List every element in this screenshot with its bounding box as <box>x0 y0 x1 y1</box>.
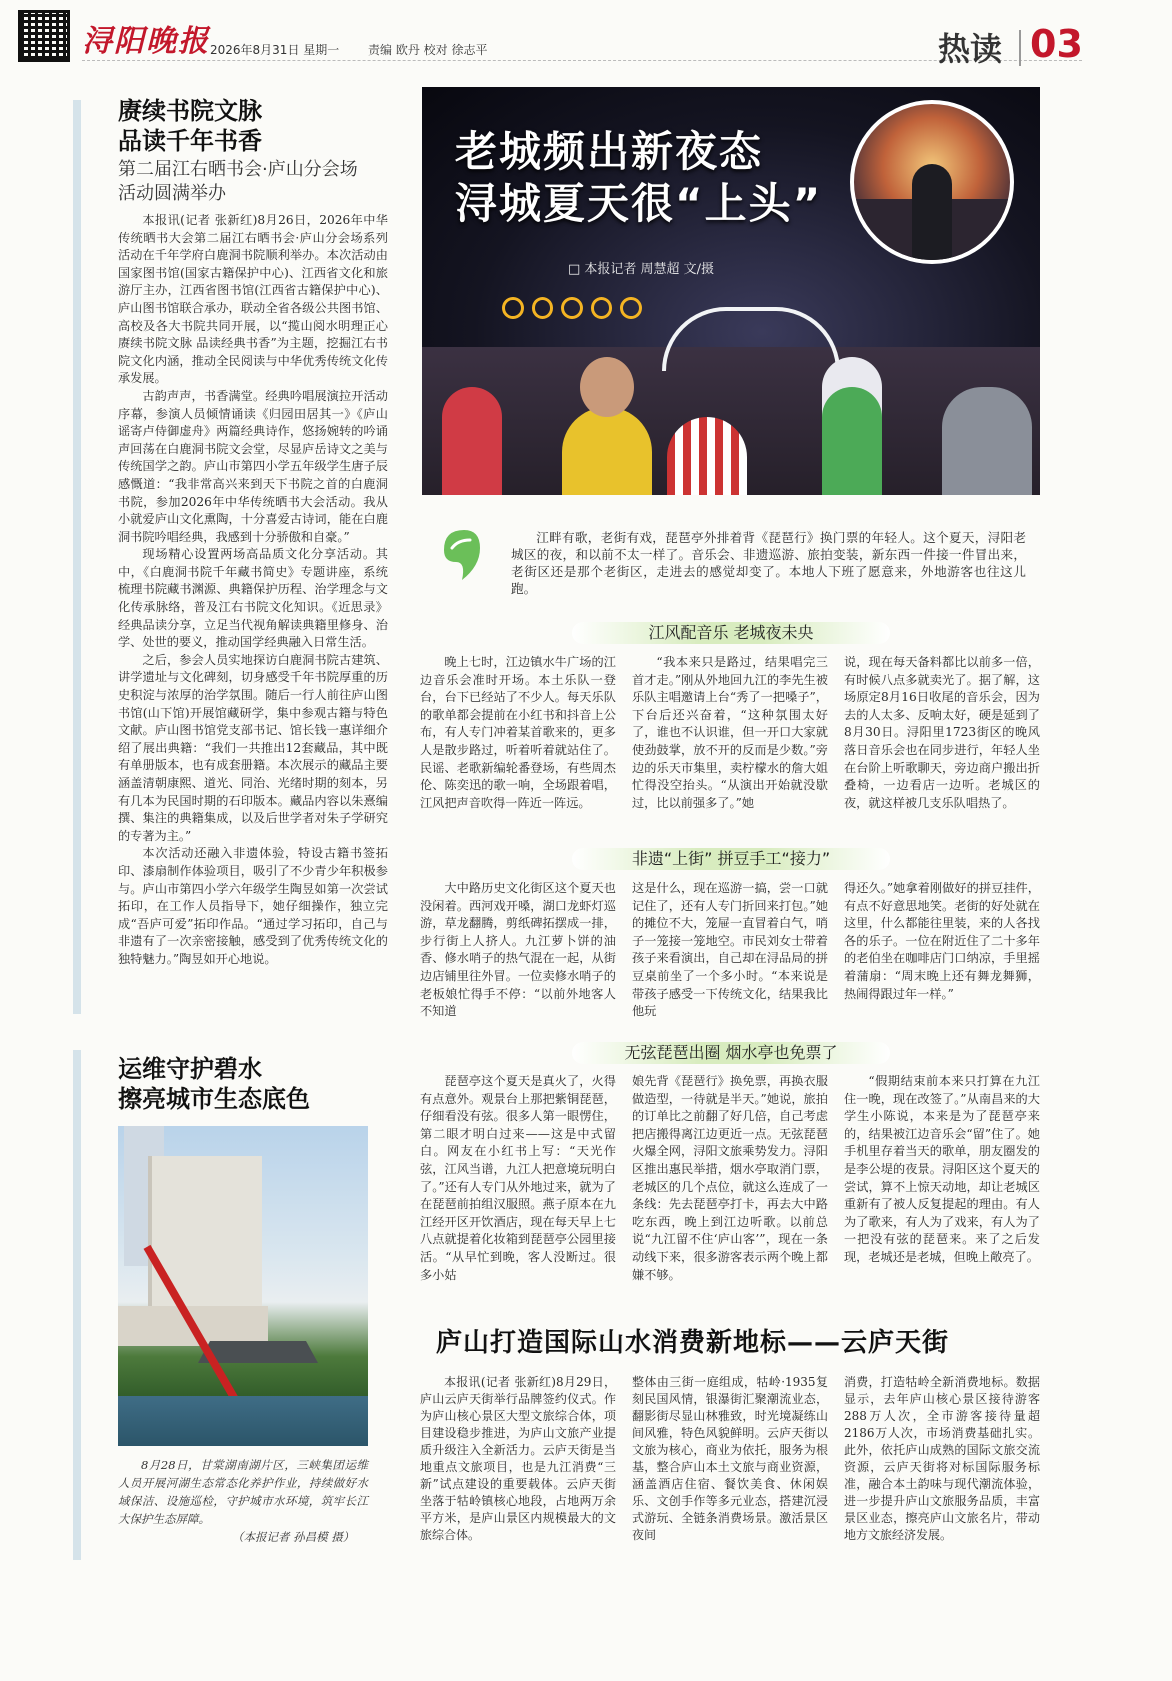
left-column-strip <box>73 100 81 1014</box>
section-column: 说，现在每天备料都比以前多一倍，有时候八点多就卖光了。据了解，这场原定8月16日收尾的音乐会，因为去的人太多、反响太好，硬是延到了8月30日。浔阳里1723街区的晚风落日音乐会也在同步进行，年轻人坐在台阶上听歌聊天，旁边商户搬出折叠椅，一边看店一边听。老城区的夜，就这样被几支乐队唱热了。 <box>844 655 1040 810</box>
section-column: 得还久。”她拿着刚做好的拼豆挂件，有点不好意思地笑。老街的好处就在这里，什么都能往里装，来的人各找各的乐子。一位在附近住了二十多年的老伯坐在咖啡店门口纳凉，手里摇着蒲扇：“周末晚上还有舞龙舞狮，热闹得跟过年一样。” <box>844 881 1040 1001</box>
section-column: “假期结束前本来只打算在九江住一晚，现在改签了。”从南昌来的大学生小陈说，本来是为了琵琶亭来的，结果被江边音乐会“留”住了。她手机里存着当天的歌单，朋友圈发的是李公堤的夜景。浔阳区这个夏天的尝试，算不上惊天动地，却让老城区重新有了被人反复提起的理由。有人为了歌来，有人为了戏来，有人为了一把没有弦的琵琶来。来了之后发现，老城还是老城，但晚上敞亮了。 <box>844 1074 1040 1264</box>
lantern-row <box>502 297 642 319</box>
section-music-body <box>420 654 1044 812</box>
editor-credits: 责编 欧丹 校对 徐志平 <box>368 43 488 57</box>
left-paragraph: 本次活动还融入非遗体验，特设古籍书签拓印、漆扇制作体验项目，吸引了不少青少年积极参与。庐山市第四小学六年级学生陶昱如第一次尝试拓印，在工作人员指导下，她仔细操作，独立完成“吾庐可爱”拓印作品。“通过学习拓印，自己与非遗有了一次亲密接触，感受到了优秀传统文化的独特魅力。”陶昱如开心地说。 <box>118 846 388 966</box>
lake-photo <box>118 1126 368 1446</box>
striped-shirt <box>667 417 747 495</box>
header-divider <box>82 60 1082 62</box>
photo-story-title-1: 运维守护碧水 <box>118 1055 262 1083</box>
section-column: 这是什么，现在巡游一搞，尝一口就记住了，还有人专门折回来打包。”她的摊位不大，笼屉一直冒着白气，哨子一笼接一笼地空。市民刘女士带着孩子来看演出，自己却在浔品局的拼豆桌前坐了一个多小时。“本来说是带孩子感受一下传统文化，结果我比他玩 <box>632 881 828 1019</box>
bottom-article-body <box>420 1374 1044 1544</box>
qr-code <box>18 10 70 62</box>
left-article-body <box>118 212 388 969</box>
photo-credit: （本报记者 孙昌模 摄） <box>232 1530 355 1544</box>
girl-yellow-shirt <box>562 407 652 495</box>
left-article-subtitle-1: 第二届江右晒书会·庐山分会场 <box>118 159 358 180</box>
section-separator <box>1019 30 1021 66</box>
page-number: 03 <box>1030 22 1083 66</box>
section-column: 晚上七时，江边镇水牛广场的江边音乐会准时开场。本土乐队一登台，台下已经站了不少人。每天乐队的歌单都会提前在小红书和抖音上公布，有人专门冲着某首歌来的，更多人是散步路过，听着听着就站住了。民谣、老歌新编轮番登场，有些周杰伦、陈奕迅的歌一响，全场跟着唱，江风把声音吹得一阵近一阵远。 <box>420 655 616 810</box>
photo-story-title-2: 擦亮城市生态底色 <box>118 1085 310 1113</box>
left-article <box>118 96 388 969</box>
section-heading-music: 江风配音乐 老城夜未央 <box>572 622 890 644</box>
bottom-column: 消费，打造牯岭全新消费地标。数据显示，去年庐山核心景区接待游客288万人次，全市游客接待量超2186万人次，市场消费基础扎实。此外，依托庐山成熟的国际文旅交流资源，云庐天街将对标国际服务标准，融合本土韵味与现代潮流体验，进一步提升庐山文旅服务品质，丰富景区业态，擦亮庐山文旅名片，带动地方文旅经济发展。 <box>844 1375 1040 1542</box>
light-arch <box>662 307 840 371</box>
left-article-subtitle-2: 活动圆满举办 <box>118 183 226 204</box>
bottom-article-title: 庐山打造国际山水消费新地标——云庐天街 <box>436 1328 950 1358</box>
feature-title-2: 浔城夏天很“上头” <box>455 179 823 228</box>
bottom-column: 本报讯(记者 张新红)8月29日，庐山云庐天街举行品牌签约仪式。作为庐山核心景区大型文旅综合体，项目建设稳步推进，为庐山文旅产业提质升级注入全新活力。云庐天街是当地重点文旅项目，也是九江消费“三新”试点建设的重要载体。云庐天街坐落于牯岭镇核心地段，占地两万余平方米，是庐山景区内规模最大的文旅综合体。 <box>420 1375 616 1542</box>
inset-person <box>912 164 952 264</box>
newspaper-brand: 浔阳晚报 <box>82 24 210 59</box>
section-pipa-body <box>420 1073 1044 1284</box>
left-paragraph: 古韵声声，书香满堂。经典吟唱展演拉开活动序幕，参演人员倾情诵读《归园田居其一》《庐山谣寄卢侍御虚舟》两篇经典诗作，悠扬婉转的吟诵声回荡在白鹿洞书院文会堂，尽显庐岳诗文之美与传统国学之韵。庐山市第四小学五年级学生唐子辰感慨道：“我非常高兴来到天下书院之首的白鹿洞书院，参加2026年中华传统晒书大会活动。我从小就爱庐山文化熏陶，十分喜爱古诗词，能在白鹿洞书院吟唱经典，我感到十分骄傲和自豪。” <box>118 388 388 544</box>
section-column: 琵琶亭这个夏天是真火了，火得有点意外。观景台上那把紫铜琵琶，仔细看没有弦。很多人第一眼愣住，第二眼才明白过来——这是中式留白。网友在小红书上写：“天光作弦，江风当谱，九江人把意境玩明白了。”还有人专门从外地过来，就为了在琵琶前拍组汉服照。燕子原本在九江经开区开饮酒店，现在每天早上七八点就提着化妆箱到琵琶亭公园里接活。“从早忙到晚，客人没断过。很多小姑 <box>420 1074 616 1282</box>
photo-caption: 8月28日，甘棠湖南湖片区，三峡集团运维人员开展河湖生态常态化养护作业，持续做好水域保洁、设施巡检，守护城市水环境，筑牢长江大保护生态屏障。 <box>118 1458 368 1526</box>
left-paragraph: 本报讯(记者 张新红)8月26日，2026年中华传统晒书大会第二届江右晒书会·庐山分会场系列活动在千年学府白鹿洞书院顺利举办。本次活动由国家图书馆(国家古籍保护中心)、江西省文化和旅游厅主办，江西省图书馆(江西省古籍保护中心)、庐山图书馆联合承办，联动全省各级公共图书馆、高校及各大书院共同开展，以“揽山阅水明理正心 赓续书院文脉 品读经典书香”为主题，挖掘江右书院文化内涵，推动全民阅读与中华优秀传统文化传承发展。 <box>118 213 388 386</box>
feature-byline: □ 本报记者 周慧超 文/摄 <box>568 262 715 277</box>
section-name: 热读 <box>938 30 1003 68</box>
leaf-icon <box>440 528 484 582</box>
left-paragraph: 现场精心设置两场高品质文化分享活动。其中，《白鹿洞书院千年藏书简史》专题讲座，系统梳理书院藏书渊源、典籍保护历程、治学理念与文化传承脉络，普及江右书院文化知识。《近思录》经典品读分享，立足当代视角解读典籍里修身、治学、处世的要义，推动国学经典融入日常生活。 <box>118 547 388 650</box>
feature-title-1: 老城频出新夜态 <box>455 127 764 176</box>
section-heading-pipa: 无弦琵琶出圈 烟水亭也免票了 <box>572 1042 890 1064</box>
section-column: “我本来只是路过，结果唱完三首才走。”刚从外地回九江的李先生被乐队主唱邀请上台“秀了一把嗓子”，下台后还兴奋着，“这种氛围太好了，谁也不认识谁，但一开口大家就使劲鼓掌，放不开的反而是少数。”旁边的乐天市集里，卖柠檬水的詹大姐忙得没空抬头。“从演出开始就没歇过，比以前强多了。”她 <box>632 655 828 810</box>
girl-face <box>580 357 634 417</box>
issue-date: 2026年8月31日 星期一 <box>210 43 340 57</box>
left-paragraph: 之后，参会人员实地探访白鹿洞书院古建筑、讲学遗址与文化碑刻，切身感受千年书院厚重的历史积淀与浓厚的治学氛围。随后一行人前往庐山图书馆(山下馆)开展馆藏研学，集中参观古籍与特色文献。庐山图书馆党支部书记、馆长钱一惠详细介绍了展出典籍：“我们一共推出12套藏品，其中既有单册版本，也有成套册籍。本次展示的藏品主要涵盖清朝康熙、道光、同治、光绪时期的刻本，另有几本为民国时期的石印版本。藏品内容以朱熹编撰、集注的典籍集成，以及后世学者对朱子学研究的专著为主。” <box>118 652 388 843</box>
woman-red-dress <box>442 387 502 495</box>
feature-lead: 江畔有歌，老街有戏，琵琶亭外排着背《琵琶行》换门票的年轻人。这个夏天，浔阳老城区的夜，和以前不太一样了。音乐会、非遗巡游、旅拍变装，新东西一件接一件冒出来，老街区还是那个老街区，走进去的感觉却变了。本地人下班了愿意来，外地游客也往这儿跑。 <box>511 530 1026 596</box>
left-article-title-2: 品读千年书香 <box>118 127 262 155</box>
section-heading-heritage: 非遗“上街” 拼豆手工“接力” <box>572 848 890 870</box>
section-heritage-body <box>420 880 1044 1021</box>
section-column: 娘先背《琵琶行》换免票，再换衣服做造型，一待就是半天。”她说，旅拍的订单比之前翻了好几倍，自己考虑把店搬得离江边更近一点。无弦琵琶火爆全网，浔阳文旅乘势发力。浔阳区推出惠民举措，烟水亭取消门票，老城区的几个点位，就这么连成了一条线：先去琵琶亭打卡，再去大中路吃东西，晚上到江边听歌。以前总说“九江留不住‘庐山客’”，现在一条动线下来，很多游客表示两个晚上都嫌不够。 <box>632 1074 828 1282</box>
feature-title <box>455 126 822 230</box>
person-right <box>942 387 1032 495</box>
street-inset-photo <box>850 100 1014 264</box>
bottom-column: 整体由三街一庭组成，牯岭·1935复刻民国风情，银瀑街汇聚潮流业态，翻影街尽显山林雅致，时光境凝练山间风雅，特色风貌鲜明。云庐天街以文旅为核心，商业为依托，服务为根基，整合庐山本土文旅与商业资源，涵盖酒店住宿、餐饮美食、休闲娱乐、文创手作等多元业态，搭建沉浸式游玩、全链条消费场景。激活景区夜间 <box>632 1375 828 1542</box>
man-green-shirt <box>822 387 882 495</box>
left-photo-strip <box>73 1050 81 1560</box>
left-article-title-1: 赓续书院文脉 <box>118 97 262 125</box>
lake-water <box>118 1396 368 1446</box>
section-column: 大中路历史文化街区这个夏天也没闲着。西河戏开嗓，湖口龙虾灯巡游，草龙翻腾，剪纸碑拓摆成一排，步行街上人挤人。九江萝卜饼的油香、修水哨子的热气混在一起，从街边店铺里往外冒。一位卖修水哨子的老板娘忙得手不停：“以前外地客人不知道 <box>420 881 616 1019</box>
